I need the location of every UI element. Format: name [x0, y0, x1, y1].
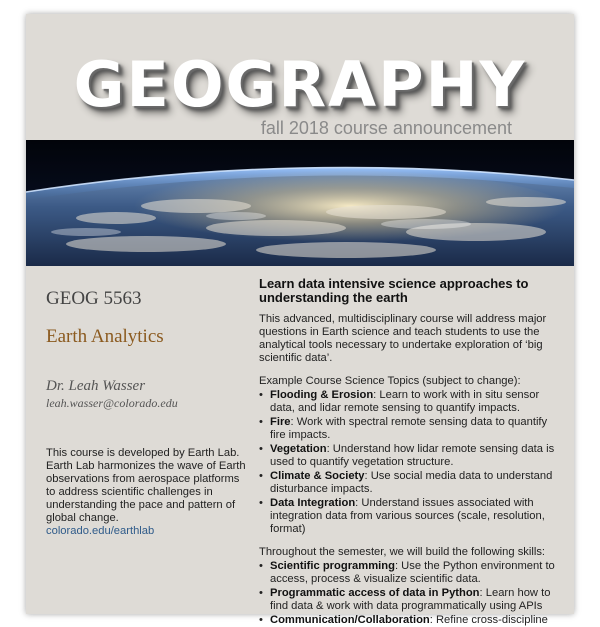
list-item: [259, 443, 564, 469]
earth-horizon-icon: [26, 140, 574, 266]
topic-text: : Learn to work with in situ sensor data, and lidar remote sensing to quantify impacts.: [270, 389, 540, 414]
skill-text: : Use the Python environment to access, process & visualize scientific data.: [270, 560, 555, 585]
topic-text: : Understand how lidar remote sensing data is used to quantify vegetation structure.: [270, 443, 555, 468]
earthlab-link[interactable]: colorado.edu/earthlab: [46, 525, 155, 537]
topic-text: : Work with spectral remote sensing data to quantify fire impacts.: [270, 416, 548, 441]
list-item: [259, 614, 564, 627]
topic-term: Data Integration: [270, 497, 356, 509]
earth-horizon-photo: [26, 140, 574, 266]
course-info: [46, 284, 256, 538]
topic-term: Flooding & Erosion: [270, 389, 374, 401]
skills-label: Throughout the semester, we will build the following skills:: [259, 546, 546, 558]
list-item: [259, 470, 564, 496]
about-text: This course is developed by Earth Lab. Earth Lab harmonizes the wave of Earth observations from aerospace platforms to address scientific challenges in understanding the pace and pattern of global change.: [46, 447, 246, 524]
intro-paragraph: This advanced, multidisciplinary course will address major questions in Earth science and teach students to use the analytical tools necessary to undertake exploration of ‘big scientific data’.: [259, 313, 547, 364]
list-item: [259, 587, 564, 613]
skills-list: [259, 560, 564, 627]
skill-term: Communication/Collaboration: [270, 614, 430, 626]
skill-text: : Learn how to find data & work with data programmatically using APIs: [270, 587, 551, 612]
topic-term: Vegetation: [270, 443, 327, 455]
topic-text: : Understand issues associated with integration data from various sources (scale, resolution, format): [270, 497, 545, 535]
list-item: [259, 560, 564, 586]
course-about: [46, 447, 246, 538]
course-description: [259, 277, 564, 627]
list-item: [259, 497, 564, 536]
topics-list: [259, 389, 564, 536]
instructor-name: Dr. Leah Wasser: [46, 378, 146, 394]
page-title: GEOGRAPHY: [73, 48, 527, 121]
topic-term: Fire: [270, 416, 291, 428]
topic-text: : Use social media data to understand disturbance impacts.: [270, 470, 553, 495]
section-heading: Learn data intensive science approaches to understanding the earth: [259, 276, 529, 305]
page-subtitle: fall 2018 course announcement: [260, 118, 512, 138]
announcement-sheet: [26, 14, 574, 626]
list-item: [259, 416, 564, 442]
course-code: GEOG 5563: [46, 288, 142, 309]
skill-term: Programmatic access of data in Python: [270, 587, 480, 599]
topics-label: Example Course Science Topics (subject to change):: [259, 375, 521, 387]
topic-term: Climate & Society: [270, 470, 365, 482]
list-item: [259, 389, 564, 415]
course-name: Earth Analytics: [46, 326, 164, 347]
skill-text: : Refine cross-discipline: [429, 614, 548, 626]
instructor-email[interactable]: leah.wasser@colorado.edu: [46, 396, 178, 410]
skill-term: Scientific programming: [270, 560, 395, 572]
